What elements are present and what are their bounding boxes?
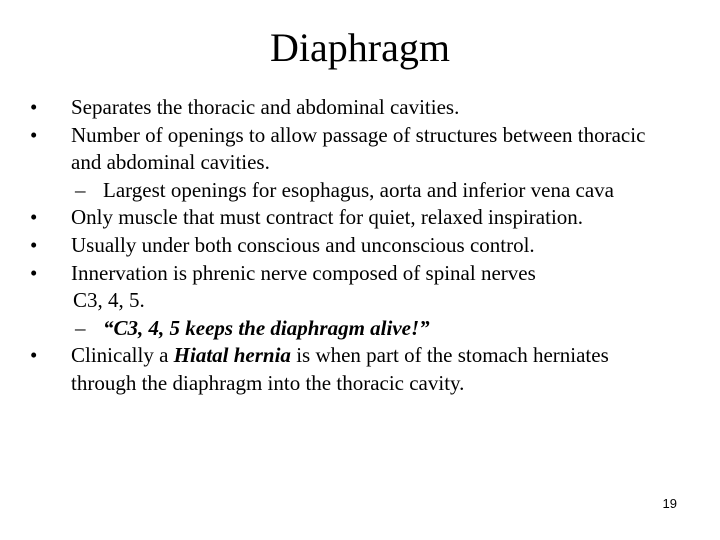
bullet-text: Innervation is phrenic nerve composed of spinal nerves <box>71 260 536 285</box>
mnemonic-quote: “C3, 4, 5 keeps the diaphragm alive!” <box>103 315 430 340</box>
bullet-icon: • <box>30 122 38 147</box>
bullet-icon: • <box>30 343 38 368</box>
bullet-item <box>24 204 674 232</box>
bullet-text: Number of openings to allow passage of structures between thoracic and abdominal cavities. <box>71 122 646 175</box>
slide-title: Diaphragm <box>270 25 450 70</box>
sub-bullet-item <box>24 177 674 205</box>
bullet-icon: • <box>30 260 38 285</box>
bullet-icon: • <box>30 232 38 257</box>
dash-icon: – <box>75 177 86 202</box>
bullet-item <box>24 94 674 122</box>
bullet-text: Only muscle that must contract for quiet, relaxed inspiration. <box>71 205 584 230</box>
bullet-icon: • <box>30 205 38 230</box>
bullet-continuation: C3, 4, 5. <box>73 288 145 313</box>
bullet-item <box>24 122 674 177</box>
bullet-icon: • <box>30 95 38 119</box>
bullet-text <box>71 343 609 395</box>
bullet-item <box>24 260 674 288</box>
bullet-item <box>24 342 674 397</box>
sub-bullet-text: Largest openings for esophagus, aorta and inferior vena cava <box>103 177 615 202</box>
sub-bullet-item <box>24 315 674 343</box>
bullet-text: Usually under both conscious and unconscious control. <box>71 232 535 257</box>
bullet-item <box>24 232 674 260</box>
bullet-text-lead: Clinically a <box>71 343 174 368</box>
bullet-text: Separates the thoracic and abdominal cavities. <box>71 95 460 119</box>
bullet-text-tail: is when part of the stomach herniates through the diaphragm into the thoracic cavity. <box>71 343 609 395</box>
dash-icon: – <box>75 315 86 340</box>
bullet-list <box>24 94 674 398</box>
page-number: 19 <box>662 496 677 511</box>
hiatal-hernia-term: Hiatal hernia <box>173 343 291 368</box>
